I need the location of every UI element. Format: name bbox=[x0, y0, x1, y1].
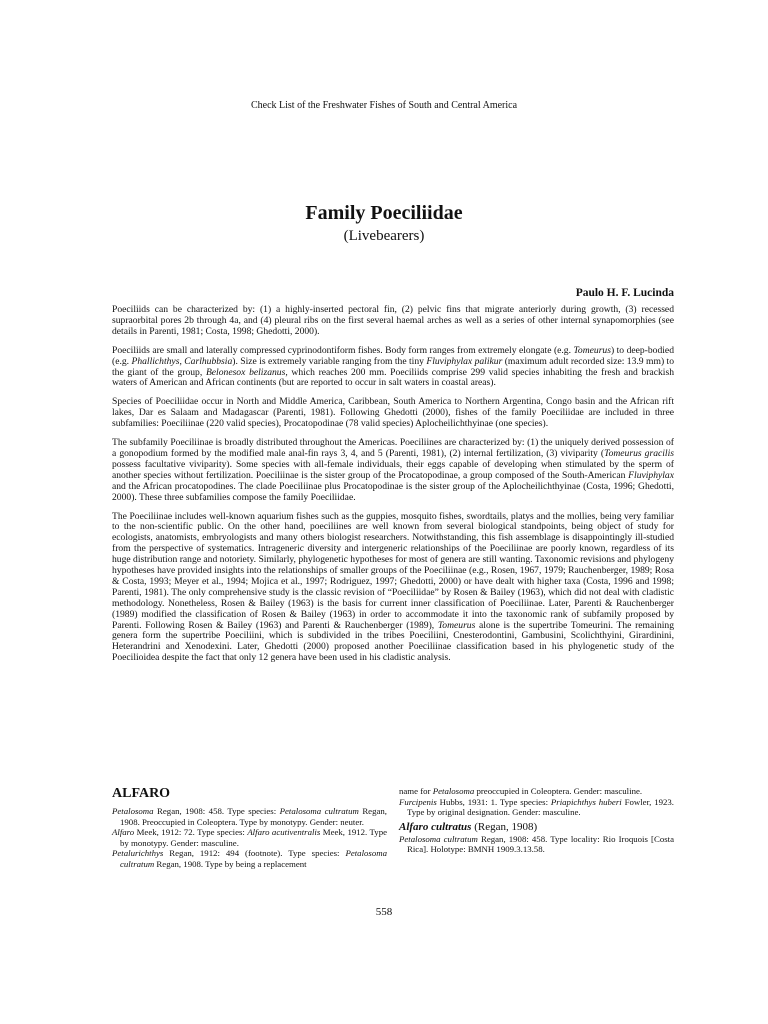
paragraph: The subfamily Poeciliinae is broadly distributed throughout the Americas. Poeciliines are characterized by: (1) the uniquely derived possession of a gonopodium formed by the modified male anal-fin rays 3, 4, and 5 (Parenti, 1981), (2) internal fertilization, (3) viviparity (Tomeurus gracilis possess facultative viviparity). Some species with all-female individuals, their eggs capable of developing when stimulated by the sperm of another species without fertilization. Poeciliinae is the sister group of the Procatopodinae, a group composed of the South-American Fluviphylax and the African procatopodines. The clade Poeciliinae plus Procatopodinae is the sister group of the Aplocheilichthyinae (Costa, 1996; Ghedotti, 2000). These three subfamilies compose the family Poeciliidae. bbox=[112, 437, 674, 503]
italic-taxon: Carlhubbsia bbox=[184, 355, 233, 367]
synonym-entry: Petalurichthys Regan, 1912: 494 (footnote). Type species: Petalosoma cultratum Regan, 1908. Type by being a replacement bbox=[112, 848, 387, 869]
paragraph: Poeciliids can be characterized by: (1) a highly-inserted pectoral fin, (2) pelvic fins that migrate anteriorly during growth, (3) recessed supraorbital pores 2b through 4a, and (4) pleural ribs on the first several haemal arches as well as a series of other internal synapomorphies (see details in Parenti, 1981; Costa, 1998; Ghedotti, 2000). bbox=[112, 304, 674, 337]
italic-taxon: Alfaro bbox=[112, 827, 135, 838]
italic-taxon: Fluviphylax bbox=[628, 469, 674, 481]
synonym-entry: Furcipenis Hubbs, 1931: 1. Type species: Priapichthys huberi Fowler, 1923. Type by original designation. Gender: masculine. bbox=[399, 796, 675, 818]
italic-taxon: Petalosoma cultratum bbox=[399, 833, 478, 844]
italic-taxon: Petalosoma bbox=[432, 786, 475, 796]
italic-taxon: Tomeurus bbox=[573, 344, 611, 356]
paragraph: Species of Poeciliidae occur in North and Middle America, Caribbean, South America to Northern Argentina, Congo basin and the African rift lakes, Dar es Salaam and Madagascar (Parenti, 1981). Following Ghedotti (2000), fishes of the family Poeciliidae are included in three subfamilies: Poeciliinae (220 valid species), Procatopodinae (78 valid species) Aplocheilichthyinae (one species). bbox=[112, 396, 674, 430]
paragraph: Poeciliids are small and laterally compressed cyprinodontiform fishes. Body form ranges from extremely elongate (e.g. Tomeurus) to deep-bodied (e.g. Phallichthys, Carlhubbsia). Size is extremely variable ranging from the tiny Fluviphylax palikur (maximum adult recorded size: 13.9 mm) to the giant of the group, Belonesox belizanus, which reaches 200 mm. Poeciliids comprise 299 valid species inhabiting the fresh and brackish waters of American and African continents (but are reported to occur in salt waters in coastal areas). bbox=[112, 344, 675, 389]
species-name: Alfaro cultratus bbox=[399, 820, 472, 833]
synonym-entry-continued: name for Petalosoma preoccupied in Coleoptera. Gender: masculine. bbox=[399, 786, 643, 796]
species-synonym-entry: Petalosoma cultratum Regan, 1908: 458. Type locality: Rio Iroquois [Costa Rica]. Holotype: BMNH 1909.3.13.58. bbox=[399, 833, 674, 855]
italic-taxon: Priapichthys huberi bbox=[550, 796, 622, 807]
page-number: 558 bbox=[375, 906, 393, 918]
body-text bbox=[112, 305, 674, 672]
italic-taxon: Petalurichthys bbox=[112, 848, 164, 859]
author-name: Paulo H. F. Lucinda bbox=[575, 287, 674, 299]
genus-heading: ALFARO bbox=[112, 786, 171, 801]
italic-taxon: Phallichthys bbox=[131, 355, 180, 367]
running-head: Check List of the Freshwater Fishes of South and Central America bbox=[250, 100, 518, 111]
italic-taxon: Petalosoma cultratum bbox=[279, 806, 359, 816]
species-authority: (Regan, 1908) bbox=[471, 820, 538, 833]
right-column bbox=[399, 786, 674, 855]
italic-taxon: Tomeurus gracilis bbox=[604, 447, 674, 459]
italic-taxon: Petalosoma bbox=[112, 806, 154, 816]
italic-taxon: Alfaro acutiventralis bbox=[247, 827, 321, 838]
article-title: Family Poeciliidae bbox=[305, 202, 463, 224]
italic-taxon: Furcipenis bbox=[399, 796, 437, 807]
synonym-entry: Petalosoma Regan, 1908: 458. Type species: Petalosoma cultratum Regan, 1908. Preoccupied in Coleoptera. Type by monotypy. Gender: neuter. bbox=[112, 806, 387, 827]
left-column bbox=[112, 786, 387, 870]
italic-taxon: Fluviphylax palikur bbox=[426, 355, 503, 367]
article-subtitle: (Livebearers) bbox=[343, 228, 425, 244]
paragraph: The Poeciliinae includes well-known aquarium fishes such as the guppies, mosquito fishes, swordtails, platys and the mollies, being very familiar to the non-scientific public. On the other hand, poeciliines are well known from several biological standpoints, being object of study for ecologists, anatomists, embryologists and many others biologist researchers. Notwithstanding, this fish assemblage is disappointingly ill-studied from the perspective of systematics. Intrageneric diversity and intergeneric relationships of the Poeciliinae are poorly known, regardless of its huge distribution range and notoriety. Similarly, phylogenetic hypotheses for most of genera are still wanting. Taxonomic revisions and phylogeny hypotheses have provided insights into the relationships of smaller groups of the Poeciliinae (e.g., Rosen, 1967, 1979; Rauchenberger, 1989; Rosa & Costa, 1993; Meyer et al., 1994; Mojica et al., 1997; Rodriguez, 1997; Ghedotti, 2000) or have dealt with higher taxa (Costa, 1996 and 1998; Parenti, 1981). The only comprehensive study is the classic revision of “Poeciliidae” by Rosen & Bailey (1963), which did not deal with cladistic methodology. Nonetheless, Rosen & Bailey (1963) is the basis for current inner classification of Poeciliinae. Later, Parenti & Rauchenberger (1989) modified the classification of Rosen & Bailey (1963) in order to accommodate it into the taxonomic rank of subfamily proposed by Parenti. Following Rosen & Bailey (1963) and Parenti & Rauchenberger (1989), Tomeurus alone is the supertribe Tomeurini. The remaining genera form the supertribe Poeciliini, which is subdivided in the tribes Poeciliini, Cnesterodontini, Gambusini, Scolichthyini, Girardinini, Heterandrini and Xenodexini. Later, Ghedotti (2000) proposed another Poeciliinae classification based in his phylogenetic study of the Poecilioidea despite the fact that only 12 genera have been used in his cladistic analysis. bbox=[112, 510, 674, 664]
synonym-entry: Alfaro Meek, 1912: 72. Type species: Alfaro acutiventralis Meek, 1912. Type by monotypy. Gender: masculine. bbox=[112, 827, 388, 848]
italic-taxon: Petalosoma cultratum bbox=[120, 848, 387, 869]
italic-taxon: Tomeurus bbox=[437, 619, 476, 631]
italic-taxon: Belonesox belizanus bbox=[205, 366, 286, 378]
species-heading bbox=[399, 821, 674, 834]
